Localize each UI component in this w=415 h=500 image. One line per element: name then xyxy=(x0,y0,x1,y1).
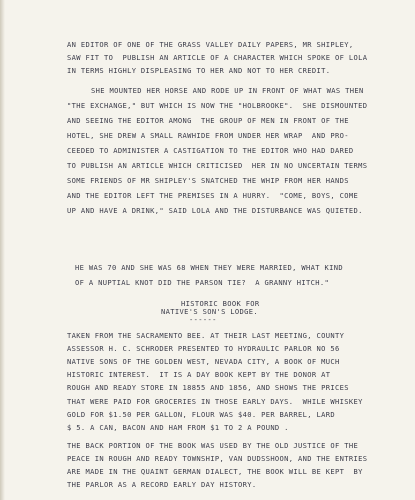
paragraph-4-line: ASSESSOR H. C. SCHRODER PRESENTED TO HYDRAULIC PARLOR NO 56 xyxy=(67,344,340,353)
section-heading-line-1: HISTORIC BOOK FOR xyxy=(181,299,260,308)
paragraph-4-line: HISTORIC INTEREST. IT IS A DAY BOOK KEPT BY THE DONOR AT xyxy=(67,370,331,379)
paragraph-2-line: AND SEEING THE EDITOR AMONG THE GROUP OF MEN IN FRONT OF THE xyxy=(67,116,349,125)
paragraph-1-line: SAW FIT TO PUBLISH AN ARTICLE OF A CHARACTER WHICH SPOKE OF LOLA xyxy=(67,53,368,62)
paragraph-2-line: UP AND HAVE A DRINK," SAID LOLA AND THE DISTURBANCE WAS QUIETED. xyxy=(67,206,363,215)
paragraph-2-line: CEEDED TO ADMINISTER A CASTIGATION TO THE EDITOR WHO HAD DARED xyxy=(67,146,354,155)
section-heading-underline: ------ xyxy=(189,315,217,324)
paragraph-4-line: GOLD FOR $1.50 PER GALLON, FLOUR WAS $40. PER BARREL, LARD xyxy=(67,410,336,419)
paragraph-5-line: THE BACK PORTION OF THE BOOK WAS USED BY THE OLD JUSTICE OF THE xyxy=(67,441,359,450)
paragraph-5-line: ARE MADE IN THE QUAINT GERMAN DIALECT, THE BOOK WILL BE KEPT BY xyxy=(67,467,363,476)
paragraph-2-line: SHE MOUNTED HER HORSE AND RODE UP IN FRONT OF WHAT WAS THEN xyxy=(91,86,364,95)
paragraph-2-line: HOTEL, SHE DREW A SMALL RAWHIDE FROM UNDER HER WRAP AND PRO- xyxy=(67,131,349,140)
paragraph-2-line: AND THE EDITOR LEFT THE PREMISES IN A HURRY. "COME, BOYS, COME xyxy=(67,191,359,200)
paragraph-1-line: AN EDITOR OF ONE OF THE GRASS VALLEY DAILY PAPERS, MR SHIPLEY, xyxy=(67,40,354,49)
paragraph-2-line: "THE EXCHANGE," BUT WHICH IS NOW THE "HOLBROOKE". SHE DISMOUNTED xyxy=(67,101,368,110)
paragraph-5-line: PEACE IN ROUGH AND READY TOWNSHIP, VAN DUDSSHOON, AND THE ENTRIES xyxy=(67,454,368,463)
paragraph-4-line: ROUGH AND READY STORE IN 18855 AND 1856, AND SHOWS THE PRICES xyxy=(67,383,349,392)
paragraph-4-line: TAKEN FROM THE SACRAMENTO BEE. AT THEIR LAST MEETING, COUNTY xyxy=(67,331,345,340)
paragraph-4-line: $ 5. A CAN, BACON AND HAM FROM $1 TO 2 A POUND . xyxy=(67,423,289,432)
section-heading-line-2: NATIVE'S SON'S LODGE. xyxy=(161,307,259,316)
paragraph-4-line: THAT WERE PAID FOR GROCERIES IN THOSE EARLY DAYS. WHILE WHISKEY xyxy=(67,397,363,406)
paragraph-2-line: TO PUBLISH AN ARTICLE WHICH CRITICISED HER IN NO UNCERTAIN TERMS xyxy=(67,161,368,170)
paragraph-2-line: SOME FRIENDS OF MR SHIPLEY'S SNATCHED THE WHIP FROM HER HANDS xyxy=(67,176,349,185)
page-edge-shadow xyxy=(0,0,5,500)
paragraph-1-line: IN TERMS HIGHLY DISPLEASING TO HER AND NOT TO HER CREDIT. xyxy=(67,66,331,75)
paragraph-3-line: HE WAS 70 AND SHE WAS 68 WHEN THEY WERE MARRIED, WHAT KIND xyxy=(75,263,344,272)
paragraph-4-line: NATIVE SONS OF THE GOLDEN WEST, NEVADA CITY, A BOOK OF MUCH xyxy=(67,357,340,366)
paragraph-5-line: THE PARLOR AS A RECORD EARLY DAY HISTORY. xyxy=(67,480,257,489)
paragraph-3-line: OF A NUPTIAL KNOT DID THE PARSON TIE? A GRANNY HITCH." xyxy=(75,278,330,287)
